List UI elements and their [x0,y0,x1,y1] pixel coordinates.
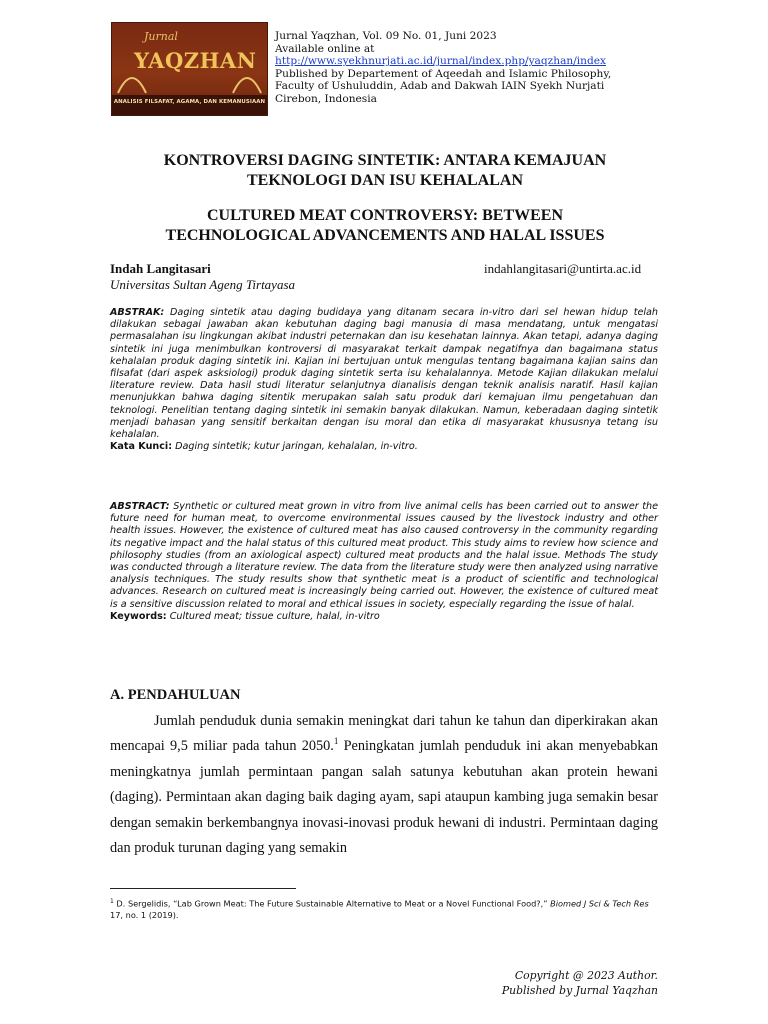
copyright-line-2: Published by Jurnal Yaqzhan [501,984,658,997]
keywords [110,611,658,623]
available-online-label: Available online at [275,42,375,55]
author-affiliation: Universitas Sultan Ageng Tirtayasa [110,277,296,292]
author-email: indahlangitasari@untirta.ac.id [484,261,642,276]
footnote-journal: Biomed J Sci & Tech Res [550,898,649,909]
journal-header [275,30,675,106]
abstrak-label: ABSTRAK: [110,307,165,318]
body-paragraph [110,709,658,861]
abstrak-text: Daging sintetik atau daging budidaya yang ditanam secara in-vitro dari sel hewan hidup telah dilakukan sebagai jawaban akan kebutuhan daging bagi manusia di masa mendatang, untuk mengatasi permasalahan isu lingkungan akibat industri peternakan dan isu kesehatan lainnya. Akan tetapi, adanya daging sintetik ini juga menimbulkan kontroversi di masyarakat terkait dampak negatifnya dan bagaimana status kehalalan produk daging sintetik ini. Kajian ini bertujuan untuk mengulas tentang bagaimana kajian sains dan filsafat (dari aspek asksiologi) produk daging sintetik serta isu kehalalannya. Metode Kajian dilakukan melalui literature review. Data hasil studi literatur selanjutnya dianalisis dengan teknik analisis naratif. Hasil kajian menunjukkan bahwa daging sitentik merupakan salah satu produk dari kemajuan ilmu pengetahuan dan teknologi. Penelitian tentang daging sintetik ini semakin banyak dilakukan. Namun, keberadaan daging sintetik menjadi bahasan yang sensitif berkaitan dengan isu moral dan etika di masyarakat khususnya tetang isu kehalalan. [110,307,658,441]
keywords-text: Cultured meat; tissue culture, halal, in-vitro [169,610,380,622]
journal-citation: Jurnal Yaqzhan, Vol. 09 No. 01, Juni 2023 [275,30,497,42]
footnote-rest: 17, no. 1 (2019). [110,909,179,920]
abstract-section [110,501,658,623]
abstract-label: ABSTRACT: [110,501,170,512]
kata-kunci-label: Kata Kunci: [110,441,173,453]
title-indonesian [100,151,670,191]
abstract-text: Synthetic or cultured meat grown in vitro from live animal cells has been carried out to answer the future need for human meat, to overcome environmental issues caused by the livestock industry and other health issues. However, the existence of cultured meat has also caused controversy in the community regarding its negative impact and the halal status of this cultured meat product. This study aims to review how science and philosophy studies (from an axiological aspect) cultured meat products and the halal issue. Methods The study was conducted through a literature review. The data from the literature study were then analyzed using narrative analysis techniques. The study results show that synthetic meat is a product of scientific and technological advances. Research on cultured meat is increasingly being carried out. However, the existence of cultured meat is a sensitive discussion related to moral and ethical issues in society, especially regarding the issue of halal. [110,501,658,610]
copyright-line-1: Copyright @ 2023 Author. [514,969,658,982]
section-heading: A. PENDAHULUAN [110,687,241,703]
journal-logo [111,22,268,116]
kata-kunci [110,441,658,453]
title-english [100,206,670,246]
copyright-block [420,968,658,998]
logo-name: YAQZHAN [134,48,257,73]
paragraph-part-b: Peningkatan jumlah penduduk ini akan menyebabkan meningkatnya jumlah permintaan pangan salah satunya kebutuhan akan protein hewani (daging). Permintaan akan daging baik daging ayam, sapi ataupun kambing juga semakin besar dengan semakin berkembangnya inovasi-inovasi produk hewani di industri. Permintaan daging dan produk turunan daging yang semakin [110,738,659,857]
logo-small-text: Jurnal [144,30,178,43]
author-name: Indah Langitasari [110,261,211,276]
footnote-text: D. Sergelidis, “Lab Grown Meat: The Future Sustainable Alternative to Meat or a Novel Functional Food?,” [113,898,551,909]
publisher-line-3: Cirebon, Indonesia [275,92,377,105]
keywords-label: Keywords: [110,610,167,622]
footnote-ref[interactable]: 1 [333,736,339,747]
logo-tagline: ANALISIS FILSAFAT, AGAMA, DAN KEMANUSIAAN [113,99,266,105]
publisher-line-1: Published by Departement of Aqeedah and Islamic Philosophy, [275,67,612,80]
title-en-line-1: CULTURED MEAT CONTROVERSY: BETWEEN [206,207,564,224]
journal-url-link[interactable]: http://www.syekhnurjati.ac.id/jurnal/index.php/yaqzhan/index [275,55,607,68]
publisher-line-2: Faculty of Ushuluddin, Adab and Dakwah IAIN Syekh Nurjati [275,80,605,93]
abstrak-section [110,307,658,453]
kata-kunci-text: Daging sintetik; kutur jaringan, kehalalan, in-vitro. [175,441,418,453]
footnote [110,896,658,921]
title-en-line-2: TECHNOLOGICAL ADVANCEMENTS AND HALAL ISSUES [165,227,605,244]
paragraph-part-a: Jumlah penduduk dunia semakin meningkat dari tahun ke tahun dan diperkirakan akan mencapai 9,5 miliar pada tahun 2050. [110,713,658,755]
title-id-line-2: TEKNOLOGI DAN ISU KEHALALAN [246,172,524,189]
footnote-number: 1 [110,898,114,905]
footnote-divider [110,888,296,889]
title-id-line-1: KONTROVERSI DAGING SINTETIK: ANTARA KEMAJUAN [163,152,607,169]
